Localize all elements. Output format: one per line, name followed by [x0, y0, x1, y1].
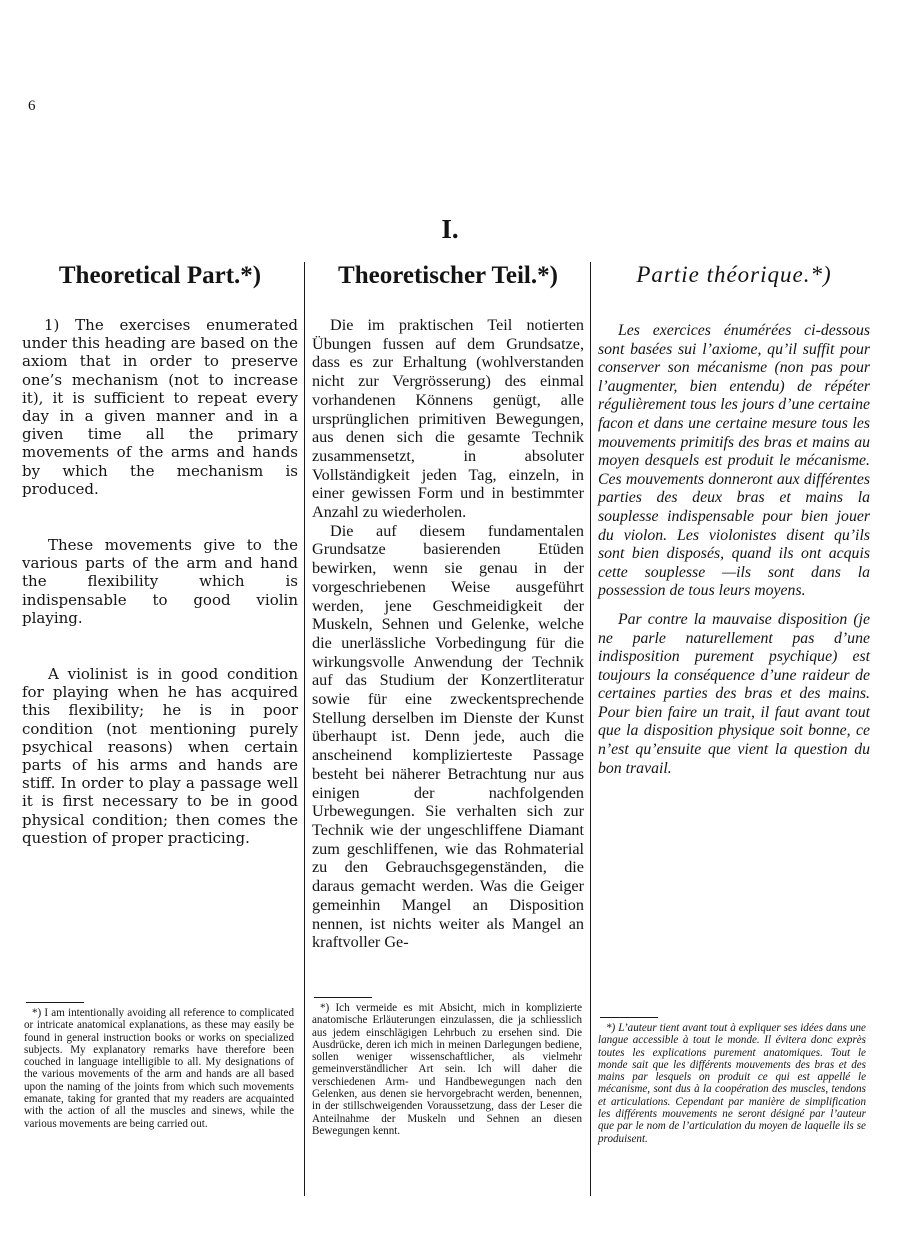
footnote-rule — [314, 997, 372, 998]
english-footnote-text: *) I am intentionally avoiding all reference to complicated or intricate anatomical explanations, as these may easily be found in general instruction books or works on specialized subjects. My explanatory remarks have therefore been couched in language intelligible to all. My designations of the various movements of the arm and hands are all based upon the naming of the joints from which such movements emanate, taking for granted that my readers are acquainted with the action of all the muscles and sinews, while the various movements are being carried out. — [24, 1007, 294, 1130]
footnote-rule — [600, 1017, 658, 1018]
english-paragraph: 1) The exercises enumerated under this heading are based on the axiom that in order to preserve one’s mechanism (not to increase it), it is sufficient to repeat every day in a given manner and in a given time all the primary movements of the arms and hands by which the mechanism is produced. — [22, 316, 298, 498]
english-body — [22, 316, 298, 847]
english-paragraph: A violinist is in good condition for playing when he has acquired this flexibility; he is in poor condition (not mentioning purely psychical reasons) when certain parts of his arms and hands are stiff. In order to play a passage well it is first necessary to be in good physical condition; then comes the question of proper practicing. — [22, 665, 298, 847]
english-footnote — [24, 1002, 294, 1130]
french-body — [598, 322, 870, 778]
column-divider — [590, 262, 591, 1196]
german-column — [312, 262, 584, 952]
german-footnote-text: *) Ich vermeide es mit Absicht, mich in komplizierte anatomische Erläuterungen einzulassen, die ja schliesslich aus jedem einschlägigen Lehrbuch zu ersehen sind. Die Ausdrücke, deren ich mich in meinen Darlegungen bediene, sollen weniger wissenschaftlicher, als vielmehr gemeinverständlicher Art sein. Ich will daher die verschiedenen Arm- und Handbewegungen nach den Gelenken, aus denen sie hervorgebracht werden, benennen, in der stillschweigenden Voraussetzung, dass der Leser die Anteilnahme der Muskeln und Sehnen an diesen Bewegungen kennt. — [312, 1002, 582, 1137]
english-heading: Theoretical Part.*) — [58, 262, 262, 289]
french-column — [598, 262, 870, 778]
french-footnote — [598, 1017, 866, 1145]
french-footnote-text: *) L’auteur tient avant tout à expliquer ses idées dans une langue accessible à tout le monde. Il évitera donc exprès toutes les explications purement anatomiques. Tout le monde sait que les différents mouvements des bras et des mains par lesquels on produit ce qui est appellé le mécanisme, sont dus à la coopération des muscles, tendons et articulations. Cependant par manière de simplification les différents mouvements ne seront désigné par l’auteur que par le nom de l’articulation du moyen de laquelle ils se produisent. — [598, 1022, 866, 1145]
column-divider — [304, 262, 305, 1196]
footnote-rule — [26, 1002, 84, 1003]
german-heading: Theoretischer Teil.*) — [338, 262, 558, 289]
section-numeral: I. — [441, 214, 459, 244]
german-paragraph: Die auf diesem fundamentalen Grundsatze basierenden Etüden bewirken, wenn sie genau in der vorgeschriebenen Weise ausgeführt werden, jene Geschmeidigkeit der Muskeln, Sehnen und Gelenke, welche die unerlässliche Vorbedingung für die wirkungsvolle Anwendung der Technik auf das Studium der Konzertliteratur sowie für eine zweckentsprechende Stellung derselben im Dienste der Kunst überhaupt ist. Denn jede, auch die anscheinend komplizierteste Passage besteht bei näherer Betrachtung nur aus einigen der nachfolgenden Urbewegungen. Sie verhalten sich zur Technik wie der ungeschliffene Diamant zum geschliffenen, wie das Rohmaterial zu den Gebrauchsgegenständen, die daraus gemacht werden. Was die Geiger gemeinhin Mangel an Disposition nennen, ist nichts weiter als Mangel an kraftvoller Ge- — [312, 521, 584, 952]
french-paragraph: Les exercices énumérées ci-dessous sont basées sui l’axiome, qu’il suffit pour conserver son mécanisme (non pas pour l’augmenter, bien entendu) de répéter régulièrement tous les jours d’une certaine facon et dans une certaine mesure tous les mouvements primitifs des bras et mains au moyen desquels est produit le mécanisme. Ces mouvements donneront aux différentes parties des deux bras et mains la souplesse indispensable pour bien jouer du violon. Les violonistes disent qu’ils sont bien disposés, quand ils ont acquis cette souplesse —ils sont dans la possession de tous leurs moyens. — [598, 322, 870, 600]
english-column — [22, 262, 298, 847]
english-paragraph: These movements give to the various parts of the arm and hand the flexibility which is indispensable to good violin playing. — [22, 536, 298, 627]
page-number: 6 — [28, 98, 36, 114]
german-paragraph: Die im praktischen Teil notierten Übungen fussen auf dem Grundsatze, dass es zur Erhaltung (wohlverstanden nicht zur Vergrösserung) des einmal vorhandenen Könnens genügt, alle ursprünglichen primitiven Bewegungen, aus denen sich die gesamte Technik zusammensetzt, in absoluter Vollständigkeit jeden Tag, einzeln, in einer gewissen Form und in bestimmter Anzahl zu wiederholen. — [312, 316, 584, 522]
german-body — [312, 316, 584, 952]
french-paragraph: Par contre la mauvaise disposition (je ne parle naturellement pas d’une indisposition purement psychique) est toujours la conséquence d’une raideur de certaines parties des bras et des mains. Pour bien faire un trait, il faut avant tout que la disposition physique soit bonne, ce n’est qu’ensuite que vient la question du bon travail. — [598, 610, 870, 777]
french-heading: Partie théorique.*) — [636, 262, 832, 287]
german-footnote — [312, 997, 582, 1137]
